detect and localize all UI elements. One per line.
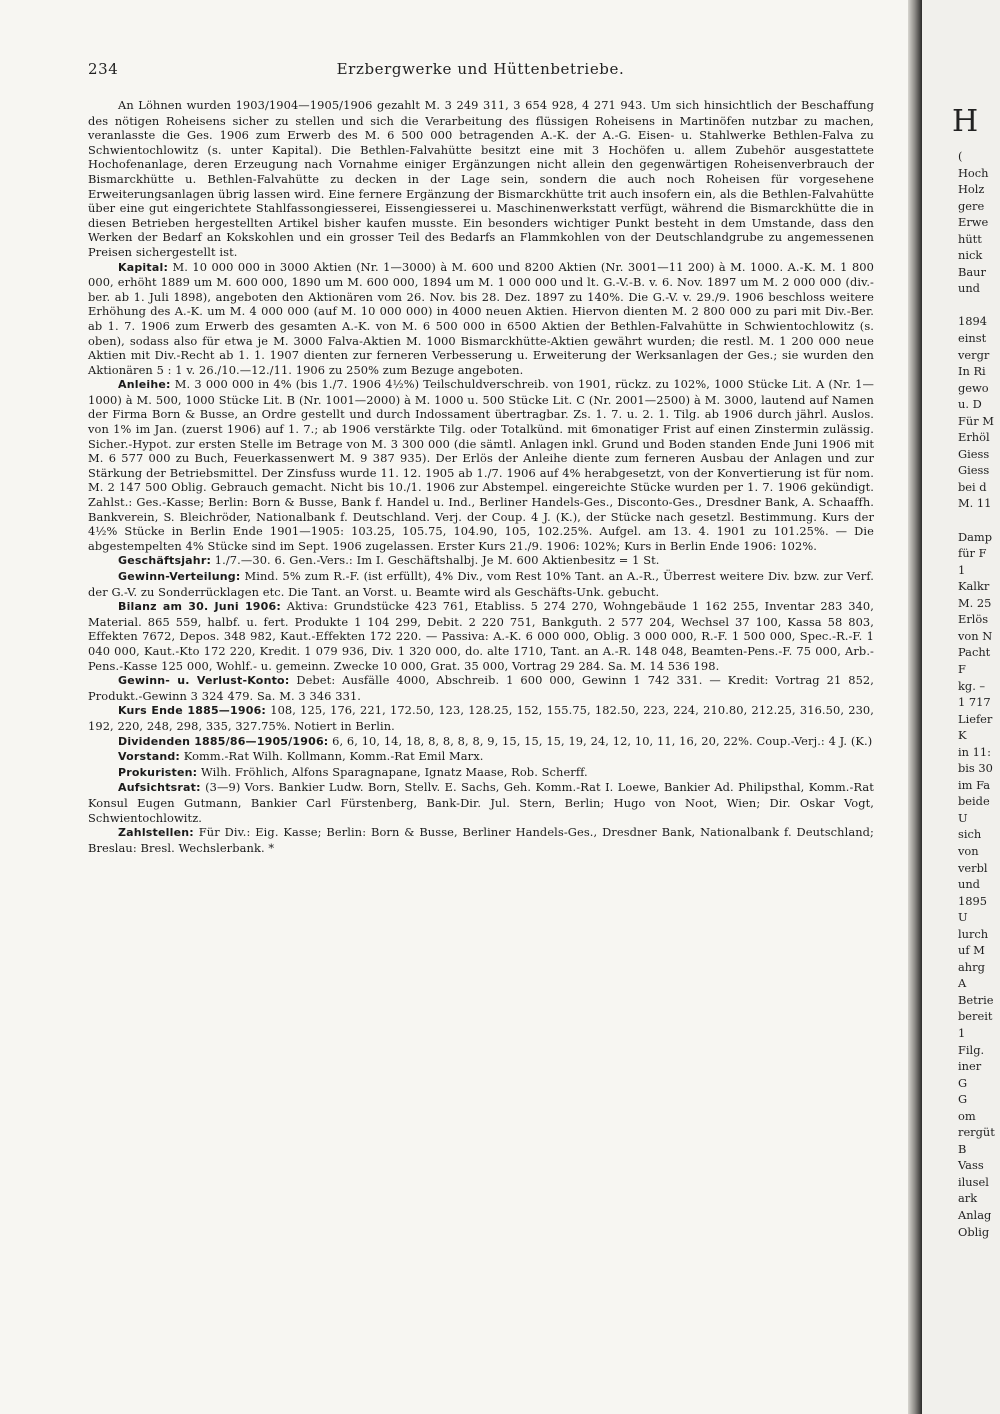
next-page-line: G xyxy=(958,1075,968,1090)
next-page-line: B xyxy=(958,1141,967,1156)
paragraph-label: Vorstand: xyxy=(118,750,181,764)
paragraph-body: 6, 6, 10, 14, 18, 8, 8, 8, 8, 9, 15, 15, 15, 19, 24, 12, 10, 11, 16, 20, 22%. Coup.-Verj.: 4 J. (K.) xyxy=(332,733,873,748)
next-page-line: 1894 xyxy=(958,314,987,329)
paragraph-label: Bilanz am 30. Juni 1906: xyxy=(118,600,281,614)
next-page-line: kg. – xyxy=(958,678,986,693)
next-page-line xyxy=(958,512,1000,529)
next-page-line: Pacht xyxy=(958,645,991,660)
paragraph-aufsichtsrat xyxy=(88,780,874,825)
paragraph-label: Gewinn- u. Verlust-Konto: xyxy=(118,674,290,688)
next-page-line: Baur xyxy=(958,264,986,279)
next-page-line: A xyxy=(958,976,967,991)
next-page-line: uf M xyxy=(958,943,985,958)
next-page-line: 1895 xyxy=(958,893,987,908)
paragraph-body: Mind. 5% zum R.-F. (ist erfüllt), 4% Div., vom Rest 10% Tant. an A.-R., Überrest weitere Div. bzw. zur Verf. der G.-V. zu Sonderrücklagen etc. Die Tant. an Vorst. u. Beamte wird als Geschäfts-Unk. gebucht. xyxy=(88,569,874,599)
next-page-line: gewo xyxy=(958,380,989,395)
next-page-line: bereit xyxy=(958,1009,993,1024)
paragraph-label: Zahlstellen: xyxy=(118,826,194,840)
paragraph-gewinn-verlust xyxy=(88,673,874,703)
next-page-line: U xyxy=(958,910,968,925)
next-page-line: verbl xyxy=(958,860,988,875)
paragraph-bilanz xyxy=(88,599,874,673)
paragraph-body: An Löhnen wurden 1903/1904—1905/1906 gezahlt M. 3 249 311, 3 654 928, 4 271 943. Um sich hinsichtlich der Beschaffung des nötigen Roheisens sicher zu stellen und sich die Verarbeitung des flüssigen Roheisens in Martinöfen nutzbar zu machen, veranlasste die Ges. 1906 zum Erwerb des M. 6 500 000 betragenden A.-K. der A.-G. Eisen- u. Stahlwerke Bethlen-Falva zu Schwientochlowitz (s. unter Kapital). Die Bethlen-Falvahütte besitzt eine mit 3 Hochöfen u. allem Zubehör ausgestattete Hochofenanlage, deren Erzeugung nach Vornahme einiger Ergänzungen nicht allein den gegenwärtigen Roheisenverbrauch der Bismarckhütte u. Bethlen-Falvahütte zu decken in der Lage sein, sondern die auch noch Roheisen für vorgesehene Erweiterungsanlagen übrig lassen wird. Eine fernere Ergänzung der Bismarckhütte trit auch insofern ein, als die Bethlen-Falvahütte über eine gut eingerichtete Stahlfassongiesserei, Eissengiesserei u. Maschinenwerkstatt verfügt, während die Bismarckhütte die in diesen Betrieben hergestellten Artikel bisher kaufen musste. Ein besonders wichtiger Punkt besteht in dem Umstande, dass den Werken der Bedarf an Kokskohlen und ein grosser Teil des Bedarfs an Flammkohlen von der Deutschlandgrube zu angemessenen Preisen sichergestellt ist. xyxy=(88,98,874,259)
paragraph-body: Wilh. Fröhlich, Alfons Sparagnapane, Ignatz Maase, Rob. Scherff. xyxy=(201,764,588,779)
next-page-line: Erhöl xyxy=(958,430,990,445)
next-page-line: ahrg xyxy=(958,959,985,974)
next-page-line: U xyxy=(958,810,968,825)
paragraph-body: (3—9) Vors. Bankier Ludw. Born, Stellv. E. Sachs, Geh. Komm.-Rat I. Loewe, Bankier Ad. Philipsthal, Komm.-Rat Konsul Eugen Gutmann, Bankier Carl Fürstenberg, Bank-Dir. Jul. Stern, Berlin; Hugo von Noot, Wien; Dir. Oskar Vogt, Schwientochlowitz. xyxy=(88,780,874,825)
paragraph-body: Debet: Ausfälle 4000, Abschreib. 1 600 000, Gewinn 1 742 331. — Kredit: Vortrag 21 852, Produkt.-Gewinn 3 324 479. Sa. M. 3 346 331. xyxy=(88,673,874,703)
next-page-line: Erlös xyxy=(958,612,989,627)
paragraph-loehne xyxy=(88,98,874,260)
paragraph-kurs xyxy=(88,703,874,733)
next-page-line: rergüt xyxy=(958,1125,995,1140)
next-page-line: Erwe xyxy=(958,215,989,230)
next-page-line: ilusel xyxy=(958,1174,989,1189)
next-page-line: beide xyxy=(958,794,990,809)
next-page-line: Hoch xyxy=(958,165,989,180)
next-page-line xyxy=(958,297,1000,314)
paragraph-dividenden xyxy=(88,734,874,750)
next-page-line: Giess xyxy=(958,463,990,478)
next-page-line: und xyxy=(958,877,980,892)
paragraph-geschaeftsjahr xyxy=(88,553,874,569)
paragraph-label: Anleihe: xyxy=(118,378,171,392)
next-page-line: einst xyxy=(958,331,987,346)
next-page-line: 1 xyxy=(958,562,966,577)
next-page-line: ( xyxy=(958,149,963,163)
next-page-line: Giess xyxy=(958,446,990,461)
next-page-line: om xyxy=(958,1108,976,1123)
next-page-line: hütt xyxy=(958,231,982,246)
next-page-line: In Ri xyxy=(958,364,986,379)
paragraph-label: Dividenden 1885/86—1905/1906: xyxy=(118,734,329,748)
book-gutter xyxy=(908,0,922,1414)
next-page-line: Oblig xyxy=(958,1224,990,1239)
next-page-line: gere xyxy=(958,198,985,213)
paragraph-zahlstellen xyxy=(88,825,874,855)
running-title: Erzbergwerke und Hüttenbetriebe. xyxy=(336,60,625,78)
paragraph-label: Prokuristen: xyxy=(118,765,198,779)
next-page-line: für F xyxy=(958,546,987,561)
next-page-line: 1 xyxy=(958,1025,966,1040)
next-page-heading-letter: H xyxy=(952,104,979,139)
paragraph-body: Komm.-Rat Wilh. Kollmann, Komm.-Rat Emil Marx. xyxy=(183,749,484,764)
next-page-line: von N xyxy=(958,628,993,643)
paragraph-body: Für Div.: Eig. Kasse; Berlin: Born & Busse, Berliner Handels-Ges., Dresdner Bank, Nationalbank f. Deutschland; Breslau: Bresl. Wechslerbank. * xyxy=(88,825,874,855)
next-page-lines xyxy=(958,148,1000,1240)
paragraph-label: Kapital: xyxy=(118,260,169,274)
next-page-line: F xyxy=(958,661,966,676)
next-page-line: Anlag xyxy=(958,1208,992,1222)
paragraph-label: Geschäftsjahr: xyxy=(118,554,212,568)
body-text xyxy=(88,98,874,855)
paragraph-label: Aufsichtsrat: xyxy=(118,781,201,795)
paragraph-label: Kurs Ende 1885—1906: xyxy=(118,704,267,718)
next-page-line: nick xyxy=(958,248,983,263)
next-page-line: M. 25 xyxy=(958,595,992,610)
next-page-line: Vass xyxy=(958,1158,984,1173)
paragraph-anleihe xyxy=(88,377,874,553)
next-page-line: K xyxy=(958,728,967,743)
next-page-line: bis 30 xyxy=(958,761,993,776)
next-page-line: Holz xyxy=(958,182,985,197)
next-page-line: sich xyxy=(958,827,982,842)
next-page-line: lurch xyxy=(958,926,989,941)
paragraph-body: 108, 125, 176, 221, 172.50, 123, 128.25, 152, 155.75, 182.50, 223, 224, 210.80, 212.25, 316.50, 230, 192, 220, 248, 298, 335, 327.75%. Notiert in Berlin. xyxy=(88,703,874,733)
next-page-line: G xyxy=(958,1092,968,1107)
paragraph-body: Aktiva: Grundstücke 423 761, Etabliss. 5 274 270, Wohngebäude 1 162 255, Inventar 283 340, Material. 865 559, halbf. u. fert. Produkte 1 104 299, Debit. 2 220 751, Bankguth. 2 577 204, Wechsel 37 100, Kassa 58 803, Effekten 7672, Depos. 348 982, Kaut.-Effekten 172 220. — Passiva: A.-K. 6 000 000, Oblig. 3 000 000, R.-F. 1 500 000, Spec.-R.-F. 1 040 000, Kaut.-Kto 172 220, Kredit. 1 079 936, Div. 1 320 000, do. alte 1710, Tant. an A.-R. 148 048, Beamten-Pens.-F. 75 000, Arb.-Pens.-Kasse 125 000, Wohlf.- u. gemeinn. Zwecke 10 000, Grat. 35 000, Vortrag 29 284. Sa. M. 14 536 198. xyxy=(88,599,874,673)
next-page-line: iner xyxy=(958,1059,982,1074)
next-page-line: Filg. xyxy=(958,1042,985,1057)
next-page-line: Für M xyxy=(958,413,994,428)
next-page-line: ark xyxy=(958,1191,978,1206)
next-page-line: Betrie xyxy=(958,992,994,1007)
next-page-line: in 11: xyxy=(958,744,991,759)
next-page-line: im Fa xyxy=(958,777,990,792)
paragraph-label: Gewinn-Verteilung: xyxy=(118,570,241,583)
next-page-line: 1 717 xyxy=(958,695,991,710)
next-page-line: und xyxy=(958,281,980,296)
next-page-line: M. 11 xyxy=(958,496,992,511)
paragraph-body: M. 10 000 000 in 3000 Aktien (Nr. 1—3000) à M. 600 und 8200 Aktien (Nr. 3001—11 200) à M. 1000. A.-K. M. 1 800 000, erhöht 1889 um M. 600 000, 1890 um M. 600 000, 1894 um M. 1 000 000 und lt. G.-V.-B. v. 6. Nov. 1897 um M. 2 000 000 (div.-ber. ab 1. Juli 1898), angeboten den Aktionären vom 26. Nov. bis 28. Dez. 1897 zu 140%. Die G.-V. v. 29./9. 1906 beschloss weitere Erhöhung des A.-K. um M. 4 000 000 (auf M. 10 000 000) in 4000 neuen Aktien. Hiervon dienten M. 2 800 000 zu pari mit Div.-Ber. ab 1. 7. 1906 zum Erwerb des gesamten A.-K. von M. 6 500 000 in 6500 Aktien der Bethlen-Falvahütte in Schwientochlowitz (s. oben), sodass also für etwa je M. 3000 Falva-Aktien M. 1000 Bismarckhütte-Aktien gewährt wurden; die restl. M. 1 200 000 neue Aktien mit Div.-Recht ab 1. 1. 1907 dienten zur ferneren Verbesserung u. Erweiterung der Werksanlagen der Ges.; sie wurden den Aktionären 5 : 1 v. 26./10.—12./11. 1906 zu 250% zum Bezuge angeboten. xyxy=(88,259,874,377)
paragraph-prokuristen xyxy=(88,765,874,781)
paragraph-vorstand xyxy=(88,749,874,765)
next-page-fragment xyxy=(922,0,1000,1414)
next-page-line: bei d xyxy=(958,479,987,494)
paragraph-gewinn-verteilung xyxy=(88,569,874,599)
next-page-line: Liefer xyxy=(958,711,993,726)
paragraph-body: 1./7.—30. 6. Gen.-Vers.: Im I. Geschäftshalbj. Je M. 600 Aktienbesitz = 1 St. xyxy=(214,553,660,568)
page-header xyxy=(88,60,873,82)
paragraph-body: M. 3 000 000 in 4% (bis 1./7. 1906 4½%) Teilschuldverschreib. von 1901, rückz. zu 102%, 1000 Stücke Lit. A (Nr. 1—1000) à M. 500, 1000 Stücke Lit. B (Nr. 1001—2000) à M. 1000 u. 500 Stücke Lit. C (Nr. 2001—2500) à M. 3000, lautend auf Namen der Firma Born & Busse, an Ordre gestellt und durch Indossament übertragbar. Zs. 1. 7. u. 2. 1. Tilg. ab 1906 durch jährl. Auslos. von 1% im Jan. (zuerst 1906) auf 1. 7.; ab 1906 verstärkte Tilg. oder Totalkünd. mit 6monatiger Frist auf einen Zinstermin zulässig. Sicher.-Hypot. zur ersten Stelle im Betrage von M. 3 300 000 (die sämtl. Anlagen inkl. Grund und Boden standen Ende Juni 1906 mit M. 6 577 000 zu Buch, Feuerkassenwert M. 9 387 935). Der Erlös der Anleihe diente zum ferneren Ausbau der Anlagen und zur Stärkung der Betriebsmittel. Der Zinsfuss wurde 11. 12. 1905 ab 1./7. 1906 auf 4% herabgesetzt, von der Konvertierung ist für nom. M. 2 147 500 Oblig. Gebrauch gemacht. Nicht bis 10./1. 1906 zur Abstempel. eingereichte Stücke wurden per 1. 7. 1906 gekündigt. Zahlst.: Ges.-Kasse; Berlin: Born & Busse, Bank f. Handel u. Ind., Berliner Handels-Ges., Disconto-Ges., Dresdner Bank, A. Schaaffh. Bankverein, S. Bleichröder, Nationalbank f. Deutschland. Verj. der Coup. 4 J. (K.), der Stücke nach gesetzl. Bestimmung. Kurs der 4½% Stücke in Berlin Ende 1901—1905: 103.25, 105.75, 104.90, 105, 102.25%. Aufgel. am 13. 4. 1901 zu 101.25%. — Die abgestempelten 4% Stücke sind im Sept. 1906 zugelassen. Erster Kurs 21./9. 1906: 102%; Kurs in Berlin Ende 1906: 102%. xyxy=(88,377,874,553)
next-page-line: von xyxy=(958,843,979,858)
next-page-line: vergr xyxy=(958,347,990,362)
next-page-line: Kalkr xyxy=(958,579,990,594)
paragraph-kapital xyxy=(88,260,874,378)
next-page-line: u. D xyxy=(958,397,982,412)
page-number: 234 xyxy=(88,60,119,78)
next-page-line: Damp xyxy=(958,529,993,544)
